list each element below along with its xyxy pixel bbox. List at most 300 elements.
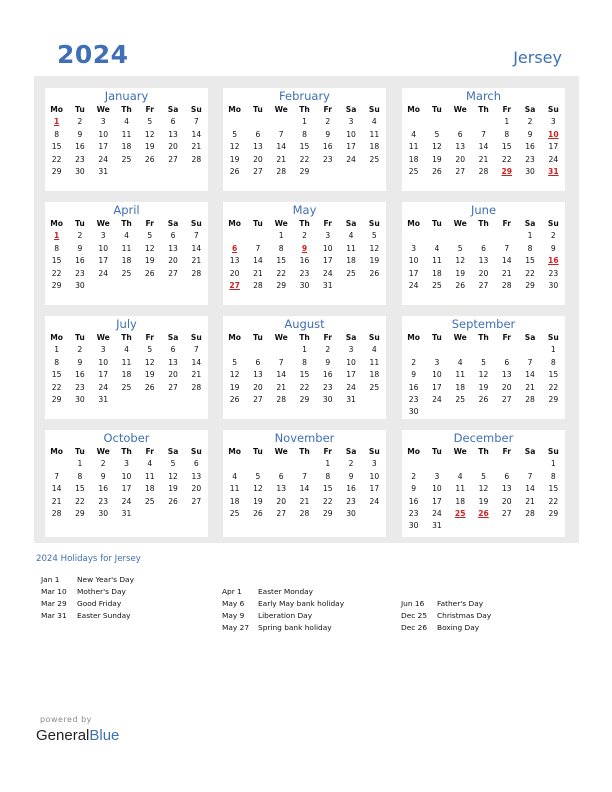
weekday-header: Sa: [167, 447, 179, 456]
day-cell: 13: [276, 484, 287, 494]
empty-cell: [402, 230, 425, 242]
day-cell: 15: [548, 370, 559, 380]
empty-cell: [161, 508, 184, 520]
day-cell: 5: [434, 129, 440, 139]
empty-cell: [185, 508, 208, 520]
day-cell: 25: [369, 154, 380, 164]
day-cell: 11: [455, 484, 466, 494]
weekday-header: Su: [368, 105, 380, 114]
day-cell: 7: [193, 231, 199, 241]
empty-cell: [472, 458, 495, 470]
empty-cell: [246, 116, 269, 128]
year-title: 2024: [57, 40, 129, 69]
day-cell: 28: [478, 167, 489, 177]
month-march: [402, 88, 565, 191]
empty-cell: [45, 458, 68, 470]
day-cell: 29: [276, 281, 287, 291]
day-cell: 7: [527, 357, 533, 367]
day-cell: 9: [348, 471, 354, 481]
day-cell: 2: [325, 345, 331, 355]
day-cell: 26: [144, 268, 155, 278]
holiday-name: Mother's Day: [77, 587, 126, 596]
day-cell: 14: [51, 484, 62, 494]
day-cell: 4: [434, 243, 440, 253]
empty-cell: [246, 344, 269, 356]
day-cell: 7: [54, 471, 60, 481]
weekday-header: We: [96, 447, 110, 456]
day-cell: 18: [121, 370, 132, 380]
brand-logo[interactable]: [36, 727, 119, 744]
day-cell: 24: [322, 268, 333, 278]
weekday-header: Su: [547, 219, 559, 228]
day-cell: 9: [325, 357, 331, 367]
brand-blue: Blue: [89, 727, 120, 744]
weekday-header: Tu: [75, 105, 85, 114]
day-cell: 30: [75, 395, 85, 405]
weekday-header: Fr: [145, 219, 154, 228]
day-cell: 5: [232, 129, 238, 139]
day-cell: 30: [408, 521, 419, 531]
holiday-name: Spring bank holiday: [258, 623, 332, 632]
weekday-header: Tu: [432, 105, 442, 114]
day-cell: 23: [346, 496, 356, 506]
day-cell: 3: [100, 117, 106, 127]
day-cell: 23: [322, 382, 333, 392]
day-cell: 15: [548, 484, 559, 494]
day-cell: 22: [299, 154, 310, 164]
day-cell: 17: [98, 256, 109, 266]
day-cell: 12: [229, 142, 240, 152]
day-cell: 2: [527, 117, 533, 127]
holiday-column: [41, 574, 134, 622]
day-cell: 21: [191, 142, 202, 152]
day-cell: 24: [98, 382, 109, 392]
day-cell: 28: [525, 509, 535, 519]
day-cell: 15: [299, 370, 310, 380]
day-cell: 16: [75, 370, 85, 380]
day-cell: 31: [548, 167, 559, 177]
day-cell: 14: [191, 357, 202, 367]
holiday-row: [401, 622, 491, 634]
day-cell: 7: [504, 243, 510, 253]
weekday-header: We: [453, 219, 467, 228]
day-cell: 1: [77, 459, 83, 469]
day-cell: 15: [525, 256, 535, 266]
day-cell: 8: [54, 357, 60, 367]
month-february: [223, 88, 386, 191]
weekday-header: Su: [547, 333, 559, 342]
holiday-date: Jan 1: [41, 575, 60, 584]
weekday-header: We: [274, 105, 288, 114]
holiday-name: Easter Sunday: [77, 611, 131, 620]
empty-cell: [223, 458, 246, 470]
day-cell: 26: [455, 281, 466, 291]
day-cell: 18: [369, 142, 380, 152]
month-august: [223, 316, 386, 419]
empty-cell: [495, 406, 518, 418]
day-cell: 9: [411, 484, 417, 494]
day-cell: 10: [98, 129, 109, 139]
day-cell: 3: [550, 117, 556, 127]
day-cell: 28: [191, 154, 202, 164]
empty-cell: [246, 230, 269, 242]
holiday-date: Jun 16: [401, 599, 425, 608]
day-cell: 28: [276, 167, 287, 177]
day-cell: 29: [322, 509, 333, 519]
weekday-header: We: [96, 219, 110, 228]
day-cell: 7: [193, 345, 199, 355]
weekday-header: Th: [478, 333, 489, 342]
weekday-header: Tu: [432, 333, 442, 342]
weekday-header: Su: [190, 219, 202, 228]
day-cell: 30: [75, 167, 85, 177]
day-cell: 14: [276, 370, 287, 380]
day-cell: 12: [478, 484, 489, 494]
month-october: [45, 430, 208, 537]
day-cell: 7: [527, 471, 533, 481]
weekday-header: Su: [368, 333, 380, 342]
empty-cell: [495, 230, 518, 242]
weekday-header: Mo: [228, 105, 242, 114]
day-cell: 5: [481, 357, 486, 367]
day-cell: 7: [481, 129, 486, 139]
weekday-header: Mo: [50, 333, 64, 342]
day-cell: 29: [51, 281, 62, 291]
day-cell: 15: [51, 256, 62, 266]
weekday-header: Mo: [228, 219, 242, 228]
day-cell: 14: [191, 129, 202, 139]
day-cell: 10: [432, 484, 442, 494]
day-cell: 20: [501, 382, 512, 392]
day-cell: 27: [191, 496, 202, 506]
weekday-header: Tu: [75, 219, 85, 228]
day-cell: 1: [325, 459, 331, 469]
empty-cell: [161, 280, 184, 292]
day-cell: 18: [121, 256, 132, 266]
day-cell: 25: [229, 509, 240, 519]
weekday-header: Mo: [50, 105, 64, 114]
day-cell: 12: [229, 370, 240, 380]
weekday-header: Su: [190, 105, 202, 114]
day-cell: 23: [75, 154, 85, 164]
day-cell: 7: [302, 471, 307, 481]
weekday-header: Th: [478, 447, 489, 456]
day-cell: 10: [322, 243, 333, 253]
empty-cell: [138, 394, 161, 406]
weekday-header: Mo: [407, 333, 421, 342]
weekday-header: Su: [547, 105, 559, 114]
day-cell: 19: [432, 154, 442, 164]
day-cell: 1: [278, 231, 284, 241]
day-cell: 17: [432, 496, 442, 506]
day-cell: 25: [144, 496, 155, 506]
holiday-date: May 9: [222, 611, 245, 620]
empty-cell: [542, 520, 565, 532]
month-name: December: [453, 431, 514, 445]
day-cell: 3: [325, 231, 331, 241]
month-name: February: [279, 89, 330, 103]
weekday-header: Sa: [345, 105, 357, 114]
weekday-header: Th: [299, 219, 310, 228]
day-cell: 6: [504, 471, 510, 481]
day-cell: 14: [253, 256, 263, 266]
weekday-header: Su: [368, 219, 380, 228]
day-cell: 21: [276, 382, 287, 392]
holiday-name: Christmas Day: [437, 611, 492, 620]
day-cell: 17: [322, 256, 333, 266]
day-cell: 24: [548, 154, 559, 164]
empty-cell: [363, 280, 386, 292]
day-cell: 16: [525, 142, 535, 152]
day-cell: 28: [299, 509, 310, 519]
weekday-header: Sa: [345, 333, 357, 342]
holiday-row: [41, 586, 134, 598]
day-cell: 8: [77, 471, 83, 481]
day-cell: 11: [369, 357, 380, 367]
day-cell: 30: [98, 509, 109, 519]
day-cell: 16: [299, 256, 310, 266]
day-cell: 18: [455, 496, 466, 506]
weekday-header: Su: [547, 447, 559, 456]
day-cell: 17: [432, 382, 442, 392]
day-cell: 21: [191, 256, 202, 266]
day-cell: 12: [478, 370, 489, 380]
day-cell: 24: [432, 395, 442, 405]
day-cell: 13: [229, 256, 240, 266]
empty-cell: [449, 458, 472, 470]
day-cell: 4: [371, 117, 377, 127]
day-cell: 9: [77, 243, 83, 253]
day-cell: 3: [371, 459, 377, 469]
day-cell: 2: [550, 231, 556, 241]
day-cell: 20: [501, 496, 512, 506]
day-cell: 20: [168, 142, 178, 152]
day-cell: 9: [100, 471, 106, 481]
day-cell: 21: [276, 154, 287, 164]
month-december: [402, 430, 565, 537]
empty-cell: [425, 406, 448, 418]
day-cell: 27: [455, 167, 466, 177]
weekday-header: We: [96, 333, 110, 342]
day-cell: 17: [369, 484, 380, 494]
holiday-date: Dec 26: [401, 623, 428, 632]
day-cell: 27: [253, 395, 263, 405]
empty-cell: [246, 458, 269, 470]
day-cell: 25: [369, 382, 380, 392]
weekday-header: Th: [299, 333, 310, 342]
day-cell: 8: [54, 243, 60, 253]
month-name: May: [292, 203, 317, 217]
day-cell: 13: [478, 256, 489, 266]
day-cell: 16: [75, 256, 85, 266]
weekday-header: Th: [478, 219, 489, 228]
day-cell: 6: [170, 345, 176, 355]
weekday-header: Sa: [524, 105, 536, 114]
day-cell: 16: [548, 256, 559, 266]
day-cell: 3: [100, 345, 106, 355]
day-cell: 6: [193, 459, 199, 469]
day-cell: 27: [501, 509, 512, 519]
day-cell: 3: [348, 117, 354, 127]
day-cell: 24: [98, 268, 109, 278]
day-cell: 22: [548, 382, 559, 392]
day-cell: 27: [501, 395, 512, 405]
weekday-header: Fr: [502, 105, 511, 114]
empty-cell: [542, 406, 565, 418]
day-cell: 25: [455, 395, 466, 405]
holiday-row: [401, 598, 491, 610]
day-cell: 28: [191, 268, 202, 278]
weekday-header: Tu: [432, 219, 442, 228]
day-cell: 9: [550, 243, 556, 253]
day-cell: 15: [299, 142, 310, 152]
day-cell: 2: [77, 345, 83, 355]
day-cell: 13: [455, 142, 466, 152]
month-name: March: [465, 89, 502, 103]
month-name: July: [116, 317, 137, 331]
empty-cell: [472, 344, 495, 356]
day-cell: 14: [299, 484, 310, 494]
day-cell: 2: [77, 117, 83, 127]
day-cell: 13: [168, 129, 178, 139]
day-cell: 12: [168, 471, 178, 481]
day-cell: 30: [75, 281, 85, 291]
holiday-date: Mar 29: [41, 599, 67, 608]
empty-cell: [115, 280, 138, 292]
holiday-date: Mar 31: [41, 611, 67, 620]
day-cell: 27: [168, 154, 178, 164]
holiday-row: [41, 574, 134, 586]
day-cell: 29: [548, 395, 559, 405]
day-cell: 12: [144, 129, 155, 139]
weekday-header: Fr: [502, 333, 511, 342]
day-cell: 1: [302, 345, 307, 355]
day-cell: 19: [369, 256, 380, 266]
day-cell: 25: [408, 167, 419, 177]
month-name: October: [103, 431, 150, 445]
day-cell: 28: [191, 382, 202, 392]
day-cell: 24: [346, 382, 356, 392]
holiday-row: [222, 598, 344, 610]
day-cell: 30: [322, 395, 333, 405]
day-cell: 6: [457, 129, 463, 139]
weekday-header: Fr: [502, 219, 511, 228]
day-cell: 5: [481, 471, 486, 481]
day-cell: 24: [432, 509, 442, 519]
holiday-date: Dec 25: [401, 611, 428, 620]
day-cell: 27: [168, 268, 178, 278]
empty-cell: [339, 280, 362, 292]
weekday-header: Th: [299, 105, 310, 114]
day-cell: 1: [54, 345, 60, 355]
day-cell: 19: [478, 382, 489, 392]
day-cell: 23: [299, 268, 310, 278]
day-cell: 10: [98, 357, 109, 367]
weekday-header: Mo: [50, 219, 64, 228]
weekday-header: Tu: [253, 447, 263, 456]
day-cell: 1: [504, 117, 510, 127]
day-cell: 9: [301, 243, 308, 253]
day-cell: 3: [411, 243, 417, 253]
empty-cell: [92, 280, 115, 292]
day-cell: 22: [75, 496, 85, 506]
day-cell: 16: [408, 496, 419, 506]
powered-by-text: powered by: [40, 715, 92, 724]
day-cell: 15: [322, 484, 333, 494]
day-cell: 5: [232, 357, 238, 367]
day-cell: 20: [191, 484, 202, 494]
day-cell: 29: [548, 509, 559, 519]
weekday-header: Mo: [228, 447, 242, 456]
day-cell: 16: [322, 370, 333, 380]
day-cell: 20: [168, 256, 178, 266]
day-cell: 30: [525, 167, 535, 177]
day-cell: 6: [504, 357, 510, 367]
holiday-row: [222, 610, 344, 622]
empty-cell: [138, 508, 161, 520]
day-cell: 7: [278, 129, 284, 139]
day-cell: 6: [170, 117, 176, 127]
empty-cell: [316, 166, 339, 178]
weekday-header: Fr: [323, 333, 332, 342]
empty-cell: [161, 166, 184, 178]
day-cell: 23: [408, 395, 419, 405]
day-cell: 13: [501, 484, 512, 494]
day-cell: 26: [229, 395, 240, 405]
weekday-header: Fr: [145, 333, 154, 342]
day-cell: 6: [255, 129, 261, 139]
day-cell: 18: [369, 370, 380, 380]
day-cell: 19: [168, 484, 178, 494]
holiday-name: Easter Monday: [258, 587, 314, 596]
day-cell: 19: [144, 142, 155, 152]
weekday-header: Fr: [502, 447, 511, 456]
empty-cell: [472, 116, 495, 128]
day-cell: 5: [170, 459, 176, 469]
month-june: [402, 202, 565, 305]
weekday-header: Tu: [253, 333, 263, 342]
day-cell: 9: [77, 129, 83, 139]
empty-cell: [495, 520, 518, 532]
day-cell: 3: [434, 357, 440, 367]
empty-cell: [518, 458, 541, 470]
weekday-header: Fr: [145, 105, 154, 114]
month-name: June: [470, 203, 497, 217]
day-cell: 5: [147, 231, 153, 241]
empty-cell: [449, 344, 472, 356]
day-cell: 7: [193, 117, 199, 127]
holiday-date: Mar 10: [41, 587, 67, 596]
empty-cell: [425, 230, 448, 242]
day-cell: 2: [411, 471, 417, 481]
day-cell: 1: [302, 117, 307, 127]
day-cell: 10: [98, 243, 109, 253]
day-cell: 20: [478, 268, 489, 278]
day-cell: 26: [144, 382, 155, 392]
day-cell: 26: [432, 167, 442, 177]
holiday-row: [41, 610, 134, 622]
day-cell: 20: [253, 154, 263, 164]
day-cell: 1: [550, 345, 556, 355]
day-cell: 10: [548, 129, 559, 139]
day-cell: 31: [432, 521, 442, 531]
day-cell: 18: [121, 142, 132, 152]
day-cell: 12: [253, 484, 263, 494]
day-cell: 28: [253, 281, 263, 291]
day-cell: 6: [231, 243, 238, 253]
day-cell: 23: [408, 509, 419, 519]
day-cell: 5: [255, 471, 261, 481]
